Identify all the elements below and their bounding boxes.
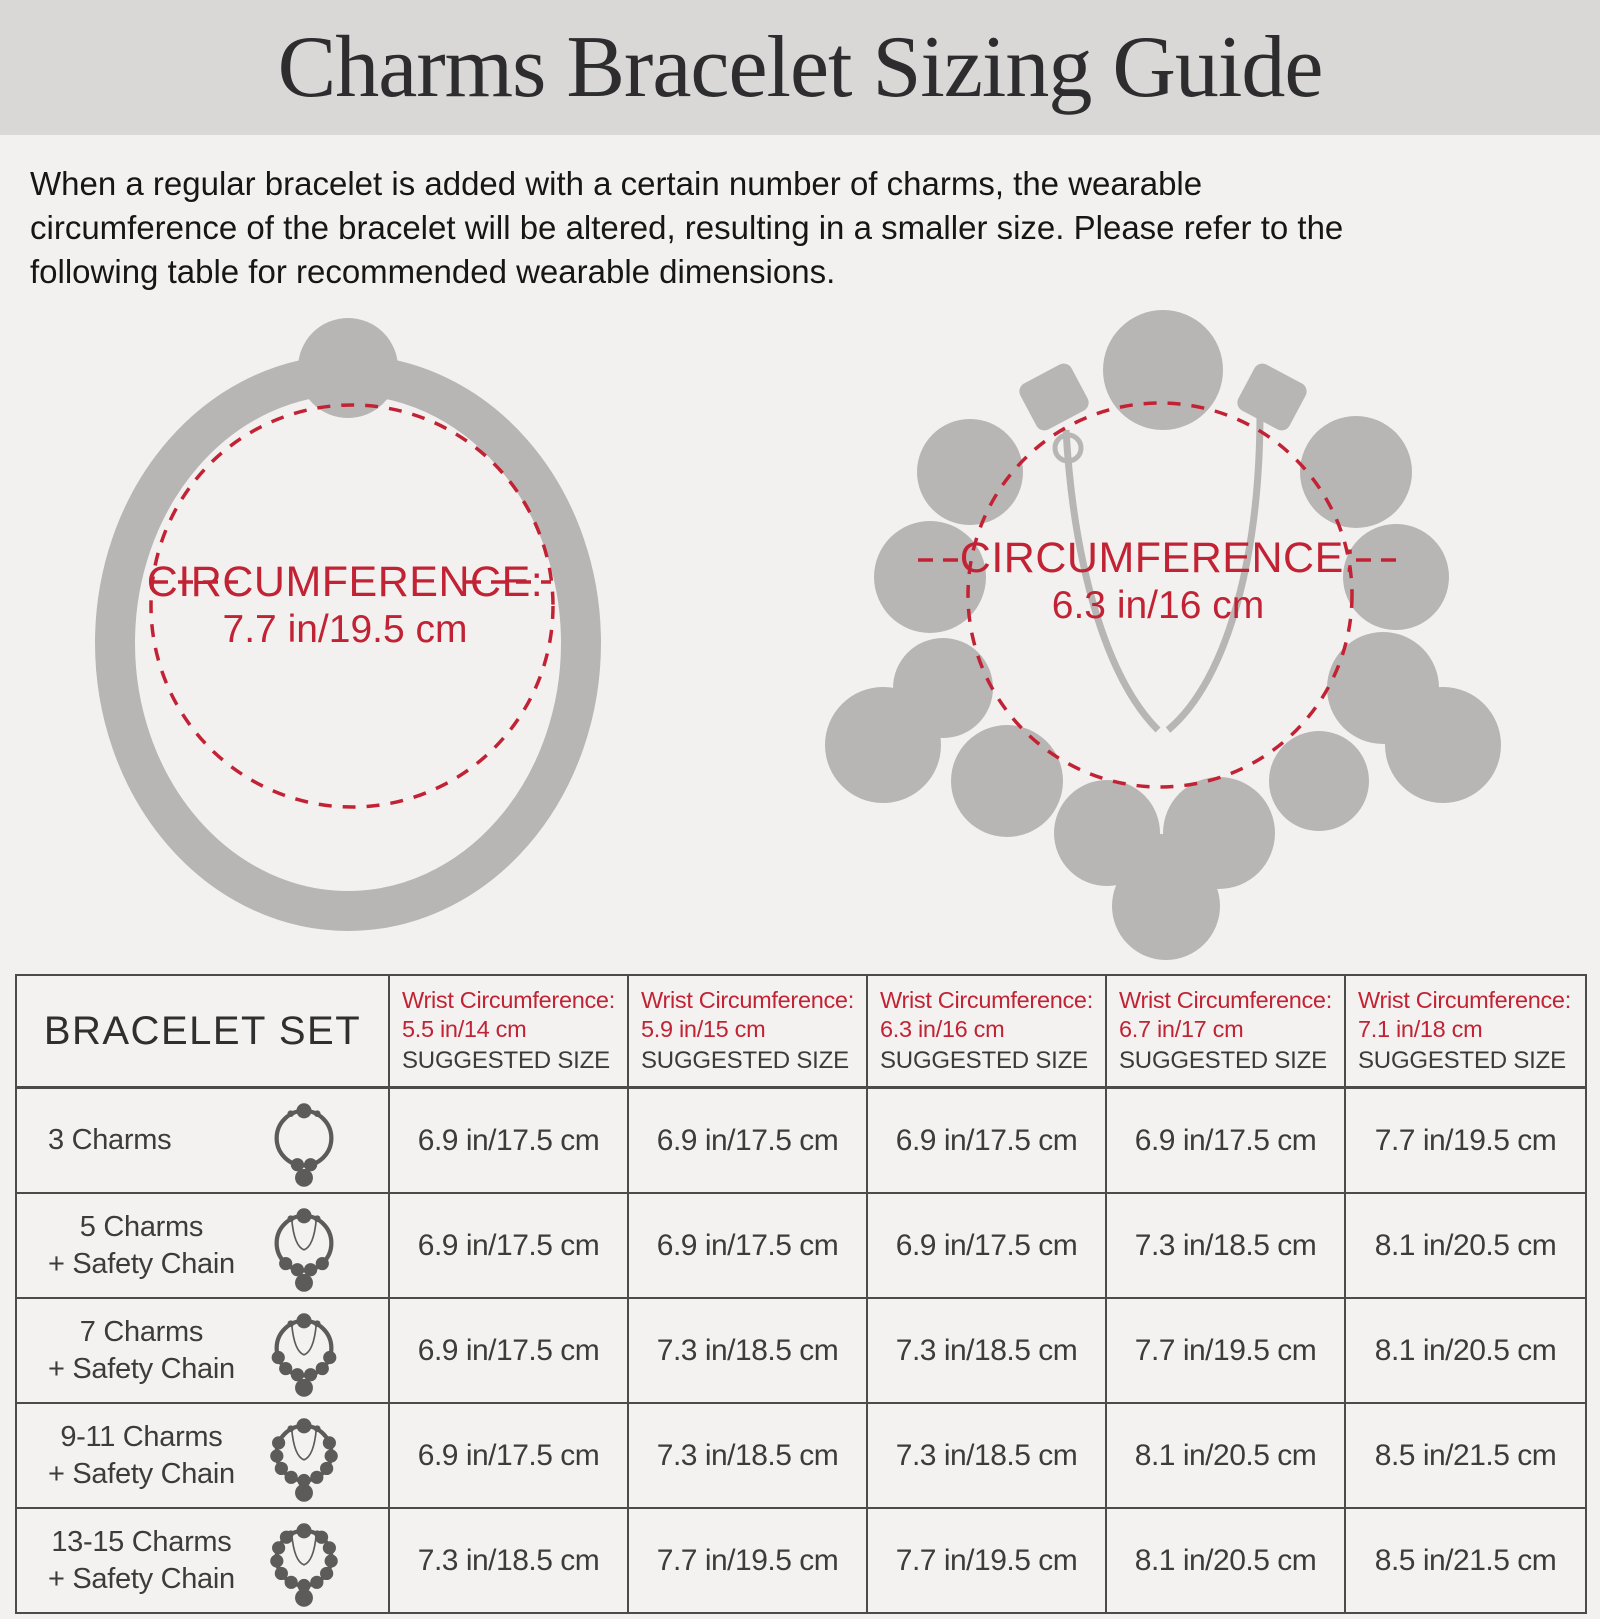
wrist-column-header [389, 975, 628, 1088]
suggested-size-cell: 7.3 in/18.5 cm [389, 1508, 628, 1613]
plain-bracelet-caption [78, 556, 612, 652]
suggested-size-cell: 7.7 in/19.5 cm [867, 1508, 1106, 1613]
suggested-size-cell: 8.1 in/20.5 cm [1345, 1298, 1586, 1403]
suggested-size-cell: 8.5 in/21.5 cm [1345, 1508, 1586, 1613]
bracelet-set-cell [16, 1403, 389, 1508]
wrist-circumference-value: 7.1 in/18 cm [1358, 1015, 1483, 1042]
suggested-size-cell: 7.3 in/18.5 cm [867, 1298, 1106, 1403]
wrist-column-header [1106, 975, 1345, 1088]
charm-bracelet-caption [808, 532, 1508, 628]
wrist-column-header [1345, 975, 1586, 1088]
suggested-size-cell: 6.9 in/17.5 cm [628, 1088, 867, 1194]
wrist-circumference-label: Wrist Circumference: [402, 986, 615, 1013]
suggested-size-cell: 7.7 in/19.5 cm [628, 1508, 867, 1613]
bracelet-7-charms-safety-chain-icon [255, 1301, 353, 1401]
bracelet-set-cell [16, 1193, 389, 1298]
suggested-size-cell: 6.9 in/17.5 cm [389, 1193, 628, 1298]
suggested-size-cell: 6.9 in/17.5 cm [867, 1088, 1106, 1194]
suggested-size-label: SUGGESTED SIZE [402, 1046, 610, 1074]
bracelet-set-label: 9-11 Charms + Safety Chain [48, 1420, 235, 1490]
circumference-label: CIRCUMFERENCE: [146, 558, 544, 606]
bracelet-set-label: 3 Charms [48, 1124, 172, 1156]
suggested-size-cell: 7.3 in/18.5 cm [867, 1403, 1106, 1508]
title-band [0, 0, 1600, 135]
intro-paragraph [0, 135, 1600, 294]
wrist-circumference-value: 5.5 in/14 cm [402, 1015, 527, 1042]
table-header-row [16, 975, 1586, 1088]
bracelet-set-header: BRACELET SET [16, 975, 389, 1088]
suggested-size-cell: 8.5 in/21.5 cm [1345, 1403, 1586, 1508]
suggested-size-label: SUGGESTED SIZE [1119, 1046, 1327, 1074]
bracelet-set-cell [16, 1508, 389, 1613]
suggested-size-cell: 6.9 in/17.5 cm [1106, 1088, 1345, 1194]
wrist-circumference-value: 5.9 in/15 cm [641, 1015, 766, 1042]
wrist-column-header [628, 975, 867, 1088]
intro-line: circumference of the bracelet will be altered, resulting in a smaller size. Please refer to the [30, 209, 1344, 246]
circumference-value: 6.3 in/16 cm [1051, 584, 1265, 627]
suggested-size-cell: 8.1 in/20.5 cm [1106, 1508, 1345, 1613]
plain-bracelet-diagram [78, 300, 612, 960]
diagrams-section [0, 300, 1600, 972]
table-row [16, 1088, 1586, 1194]
suggested-size-label: SUGGESTED SIZE [880, 1046, 1088, 1074]
suggested-size-cell: 8.1 in/20.5 cm [1106, 1403, 1345, 1508]
suggested-size-cell: 7.3 in/18.5 cm [1106, 1193, 1345, 1298]
suggested-size-cell: 6.9 in/17.5 cm [389, 1403, 628, 1508]
wrist-circumference-value: 6.3 in/16 cm [880, 1015, 1005, 1042]
suggested-size-label: SUGGESTED SIZE [1358, 1046, 1566, 1074]
table-row [16, 1508, 1586, 1613]
suggested-size-cell: 8.1 in/20.5 cm [1345, 1193, 1586, 1298]
bracelet-3-charms-icon [255, 1091, 353, 1191]
table-row [16, 1403, 1586, 1508]
intro-line: following table for recommended wearable dimensions. [30, 253, 836, 290]
wrist-circumference-label: Wrist Circumference: [880, 986, 1093, 1013]
circumference-value: 7.7 in/19.5 cm [222, 608, 468, 651]
wrist-column-header [867, 975, 1106, 1088]
wrist-circumference-label: Wrist Circumference: [1358, 986, 1571, 1013]
bracelet-set-cell [16, 1298, 389, 1403]
bracelet-set-cell [16, 1088, 389, 1194]
bracelet-set-label: 7 Charms + Safety Chain [48, 1315, 235, 1385]
wrist-circumference-label: Wrist Circumference: [1119, 986, 1332, 1013]
suggested-size-cell: 6.9 in/17.5 cm [389, 1298, 628, 1403]
suggested-size-cell: 7.7 in/19.5 cm [1106, 1298, 1345, 1403]
suggested-size-cell: 6.9 in/17.5 cm [389, 1088, 628, 1194]
bracelet-13-15-charms-safety-chain-icon [255, 1511, 353, 1611]
bracelet-5-charms-safety-chain-icon [255, 1196, 353, 1296]
suggested-size-cell: 7.7 in/19.5 cm [1345, 1088, 1586, 1194]
bracelet-set-label: 5 Charms + Safety Chain [48, 1210, 235, 1280]
intro-line: When a regular bracelet is added with a certain number of charms, the wearable [30, 165, 1203, 202]
wrist-circumference-value: 6.7 in/17 cm [1119, 1015, 1244, 1042]
table-row [16, 1193, 1586, 1298]
sizing-table [15, 974, 1587, 1614]
circumference-label: CIRCUMFERENCE: [959, 534, 1357, 582]
bracelet-set-label: 13-15 Charms + Safety Chain [48, 1525, 235, 1595]
charm-bracelet-illustration [808, 300, 1508, 965]
page-title: Charms Bracelet Sizing Guide [277, 19, 1323, 116]
bracelet-9-11-charms-safety-chain-icon [255, 1406, 353, 1506]
table-row [16, 1298, 1586, 1403]
suggested-size-label: SUGGESTED SIZE [641, 1046, 849, 1074]
wrist-circumference-label: Wrist Circumference: [641, 986, 854, 1013]
suggested-size-cell: 6.9 in/17.5 cm [867, 1193, 1106, 1298]
suggested-size-cell: 6.9 in/17.5 cm [628, 1193, 867, 1298]
suggested-size-cell: 7.3 in/18.5 cm [628, 1298, 867, 1403]
charm-bracelet-diagram [808, 300, 1508, 965]
suggested-size-cell: 7.3 in/18.5 cm [628, 1403, 867, 1508]
